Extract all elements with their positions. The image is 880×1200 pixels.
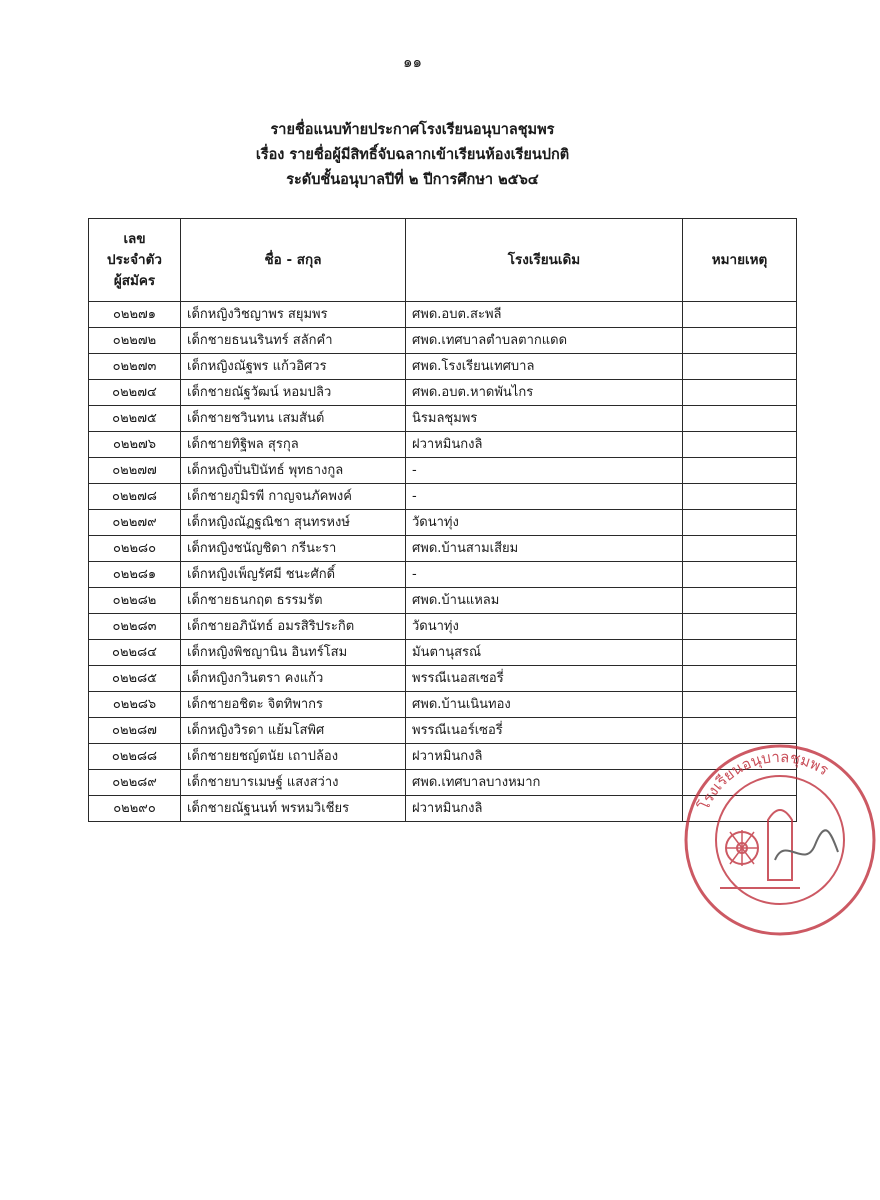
cell-applicant-id: ๐๒๒๘๑ — [89, 562, 181, 588]
cell-applicant-id: ๐๒๒๘๙ — [89, 770, 181, 796]
table-row — [89, 458, 797, 484]
cell-name: เด็กชายทิฐิพล สุรกุล — [181, 432, 406, 458]
cell-previous-school: พรรณีเนอร์เซอรี่ — [406, 718, 683, 744]
cell-name: เด็กชายณัฐนนท์ พรหมวิเชียร — [181, 796, 406, 822]
cell-previous-school: มันตานุสรณ์ — [406, 640, 683, 666]
cell-name: เด็กชายชวินทน เสมสันต์ — [181, 406, 406, 432]
cell-note — [683, 562, 797, 588]
cell-name: เด็กชายบารเมษฐ์ แสงสว่าง — [181, 770, 406, 796]
heading-line-3: ระดับชั้นอนุบาลปีที่ ๒ ปีการศึกษา ๒๕๖๔ — [286, 172, 539, 188]
table-row — [89, 432, 797, 458]
cell-name: เด็กหญิงวิรดา แย้มโสพิศ — [181, 718, 406, 744]
cell-applicant-id: ๐๒๒๗๕ — [89, 406, 181, 432]
cell-applicant-id: ๐๒๒๗๘ — [89, 484, 181, 510]
cell-note — [683, 692, 797, 718]
page-number: ๑๑ — [402, 53, 423, 71]
cell-note — [683, 458, 797, 484]
header-id-line-3: ผู้สมัคร — [113, 272, 156, 289]
cell-applicant-id: ๐๒๒๘๖ — [89, 692, 181, 718]
cell-name: เด็กหญิงกวินตรา คงแก้ว — [181, 666, 406, 692]
cell-applicant-id: ๐๒๒๘๒ — [89, 588, 181, 614]
table-row — [89, 380, 797, 406]
cell-applicant-id: ๐๒๒๗๙ — [89, 510, 181, 536]
cell-previous-school: ศพด.บ้านสามเสียม — [406, 536, 683, 562]
table-row — [89, 562, 797, 588]
cell-previous-school: นิรมลชุมพร — [406, 406, 683, 432]
cell-previous-school: ศพด.อบต.หาดพันไกร — [406, 380, 683, 406]
cell-name: เด็กหญิงพิชญานิน อินทร์โสม — [181, 640, 406, 666]
cell-previous-school: ฝวาหมินกงลิ — [406, 432, 683, 458]
cell-previous-school: ศพด.โรงเรียนเทศบาล — [406, 354, 683, 380]
cell-note — [683, 510, 797, 536]
cell-note — [683, 484, 797, 510]
cell-applicant-id: ๐๒๒๘๘ — [89, 744, 181, 770]
cell-note — [683, 354, 797, 380]
cell-name: เด็กชายภูมิรพี กาญจนภัคพงค์ — [181, 484, 406, 510]
school-seal-stamp — [680, 740, 880, 940]
table-row — [89, 302, 797, 328]
cell-name: เด็กหญิงปิ่นปินัทธ์ พุทธางกูล — [181, 458, 406, 484]
heading-line-1: รายชื่อแนบท้ายประกาศโรงเรียนอนุบาลชุมพร — [270, 122, 555, 138]
cell-applicant-id: ๐๒๒๗๒ — [89, 328, 181, 354]
cell-previous-school: ศพด.บ้านแหลม — [406, 588, 683, 614]
heading-line-2: เรื่อง รายชื่อผู้มีสิทธิ์จับฉลากเข้าเรียนห้องเรียนปกติ — [255, 147, 570, 163]
table-row — [89, 640, 797, 666]
cell-previous-school: ศพด.บ้านเนินทอง — [406, 692, 683, 718]
header-id-line-2: ประจำตัว — [107, 251, 162, 268]
cell-previous-school: ศพด.เทศบาลตำบลตากแดด — [406, 328, 683, 354]
table-row — [89, 328, 797, 354]
table-row — [89, 484, 797, 510]
cell-applicant-id: ๐๒๒๘๓ — [89, 614, 181, 640]
cell-name: เด็กหญิงเพ็ญรัศมี ชนะศักดิ์ — [181, 562, 406, 588]
cell-note — [683, 328, 797, 354]
cell-applicant-id: ๐๒๒๗๓ — [89, 354, 181, 380]
cell-applicant-id: ๐๒๒๙๐ — [89, 796, 181, 822]
header-previous-school: โรงเรียนเดิม — [406, 219, 683, 302]
cell-name: เด็กชายธนกฤต ธรรมรัต — [181, 588, 406, 614]
cell-note — [683, 432, 797, 458]
cell-name: เด็กชายอชิตะ จิตทิพากร — [181, 692, 406, 718]
cell-name: เด็กหญิงณัฏฐณิชา สุนทรหงษ์ — [181, 510, 406, 536]
cell-name: เด็กชายยชญ์ตนัย เถาปล้อง — [181, 744, 406, 770]
cell-applicant-id: ๐๒๒๘๗ — [89, 718, 181, 744]
cell-name: เด็กชายธนนรินทร์ สลักคำ — [181, 328, 406, 354]
cell-note — [683, 536, 797, 562]
cell-note — [683, 588, 797, 614]
svg-text:โรงเรียนอนุบาลชุมพร — [695, 748, 832, 813]
cell-applicant-id: ๐๒๒๗๔ — [89, 380, 181, 406]
cell-applicant-id: ๐๒๒๘๔ — [89, 640, 181, 666]
cell-note — [683, 380, 797, 406]
header-applicant-id — [89, 219, 181, 302]
cell-applicant-id: ๐๒๒๗๗ — [89, 458, 181, 484]
cell-applicant-id: ๐๒๒๗๑ — [89, 302, 181, 328]
cell-name: เด็กหญิงวิชญาพร สยุมพร — [181, 302, 406, 328]
table-row — [89, 536, 797, 562]
cell-note — [683, 406, 797, 432]
header-note: หมายเหตุ — [683, 219, 797, 302]
cell-previous-school: - — [406, 484, 683, 510]
cell-previous-school: - — [406, 562, 683, 588]
cell-previous-school: พรรณีเนอสเซอรี่ — [406, 666, 683, 692]
table-row — [89, 510, 797, 536]
table-row — [89, 354, 797, 380]
cell-note — [683, 614, 797, 640]
cell-name: เด็กหญิงชนัญชิดา กรีนะรา — [181, 536, 406, 562]
table-row — [89, 692, 797, 718]
applicant-table — [88, 218, 797, 822]
cell-applicant-id: ๐๒๒๘๕ — [89, 666, 181, 692]
cell-previous-school: ฝวาหมินกงลิ — [406, 744, 683, 770]
cell-applicant-id: ๐๒๒๘๐ — [89, 536, 181, 562]
cell-previous-school: วัดนาทุ่ง — [406, 614, 683, 640]
header-name: ชื่อ - สกุล — [181, 219, 406, 302]
cell-name: เด็กชายอภินัทธ์ อมรสิริประกิต — [181, 614, 406, 640]
document-heading — [0, 118, 825, 193]
cell-note — [683, 666, 797, 692]
table-row — [89, 406, 797, 432]
seal-text: โรงเรียนอนุบาลชุมพร — [694, 747, 832, 813]
cell-name: เด็กชายณัฐวัฒน์ หอมปลิว — [181, 380, 406, 406]
cell-name: เด็กหญิงณัฐพร แก้วอิศวร — [181, 354, 406, 380]
cell-applicant-id: ๐๒๒๗๖ — [89, 432, 181, 458]
cell-previous-school: วัดนาทุ่ง — [406, 510, 683, 536]
cell-previous-school: ศพด.เทศบาลบางหมาก — [406, 770, 683, 796]
cell-previous-school: - — [406, 458, 683, 484]
header-id-line-1: เลข — [123, 230, 146, 247]
table-row — [89, 588, 797, 614]
cell-previous-school: ฝวาหมินกงลิ — [406, 796, 683, 822]
cell-note — [683, 302, 797, 328]
table-row — [89, 614, 797, 640]
table-row — [89, 666, 797, 692]
cell-note — [683, 640, 797, 666]
cell-previous-school: ศพด.อบต.สะพลี — [406, 302, 683, 328]
table-header-row — [89, 219, 797, 302]
